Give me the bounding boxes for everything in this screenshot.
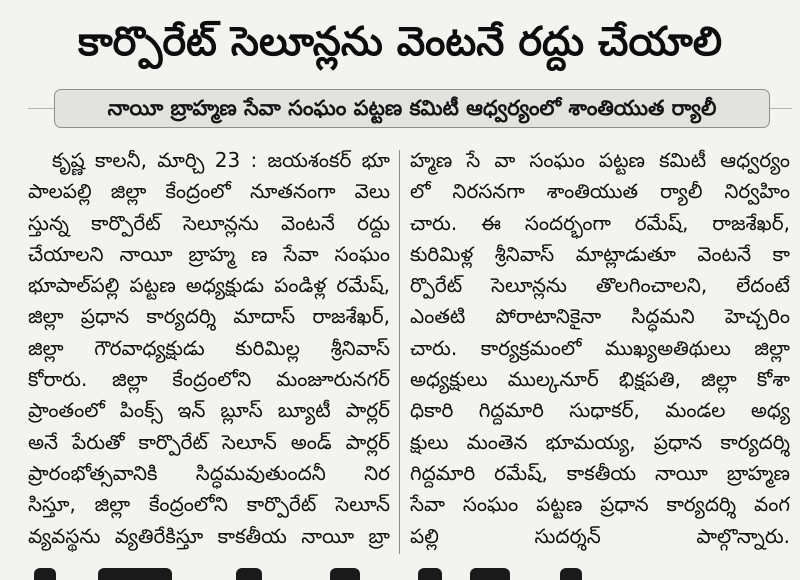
column-line: అనే పేరుతో కార్పొరేట్ సెలూన్ అండ్ పార్లర్	[28, 429, 390, 454]
column-line: ర్పొరేట్ సెలూన్లను తొలగించాలని, లేదంటే	[410, 273, 790, 298]
column-line: గిద్దమారి రమేష్, కాకతీయ నాయీ బ్రాహ్మణ	[410, 460, 790, 485]
next-article-headline-fragment	[0, 566, 800, 580]
column-line: కురిమిళ్ల శ్రీనివాస్ మాట్లాడుతూ వెంటనే కా	[410, 241, 790, 266]
column-line: జిల్లా ప్రధాన కార్యదర్శి మాదాస్ రాజశేఖర్,	[28, 304, 390, 329]
column-line: సిస్తూ, జిల్లా కేంద్రంలోని కార్పొరేట్ సెలూన్	[28, 492, 390, 517]
column-line: ఎంతటి పోరాటానికైనా సిద్ధమని హెచ్చరిం	[410, 304, 790, 329]
article-headline: కార్పొరేట్ సెలూన్లను వెంటనే రద్దు చేయాలి	[77, 19, 723, 65]
article-column-left	[28, 145, 390, 552]
column-line: జిల్లా గౌరవాధ్యక్షుడు కురిమిల్ల శ్రీనివాస్	[28, 335, 390, 360]
cropped-glyph	[560, 568, 582, 580]
column-line: హ్మణ సే వా సంఘం పట్టణ కమిటీ ఆధ్వర్యం	[410, 148, 790, 172]
column-line: పల్లి సుదర్శన్ పాల్గొన్నారు.	[410, 523, 790, 548]
column-line: చారు. ఈ సందర్భంగా రమేష్, రాజశేఖర్,	[410, 210, 790, 235]
column-line: స్తున్న కార్పొరేట్ సెలూన్లను వెంటనే రద్దు	[28, 210, 390, 235]
column-line: సేవా సంఘం పట్టణ ప్రధాన కార్యదర్శి వంగ	[410, 492, 790, 517]
cropped-glyph	[98, 568, 172, 580]
column-line: కోరారు. జిల్లా కేంద్రంలోని మంజూరునగర్	[28, 367, 390, 392]
cropped-glyph	[470, 568, 510, 580]
column-line: భూపాల్‌పల్లి పట్టణ అధ్యక్షుడు పండిళ్ల రమేష్,	[28, 273, 390, 298]
cropped-glyph	[418, 568, 442, 580]
article-subheadline: నాయీ బ్రాహ్మణ సేవా సంఘం పట్టణ కమిటీ ఆధ్వర్యంలో శాంతియుత ర్యాలీ	[54, 89, 770, 128]
cropped-glyph	[236, 568, 262, 580]
column-line: లో నిరసనగా శాంతియుత ర్యాలీ నిర్వహిం	[410, 179, 790, 204]
column-line: ప్రారంభోత్సవానికి సిద్ధమవుతుందనీ నిర	[28, 460, 390, 485]
column-line: ధికారి గిద్దమారి సుధాకర్, మండల అధ్య	[410, 398, 790, 423]
column-line: వ్యవస్థను వ్యతిరేకిస్తూ కాకతీయ నాయీ బ్రా	[28, 523, 390, 548]
column-line: చేయాలని నాయీ బ్రాహ్మ ణ సేవా సంఘం	[28, 241, 390, 266]
article-column-right	[410, 145, 790, 552]
column-line: కృష్ణ కాలనీ, మార్చి 23 : జయశంకర్ భూ	[52, 148, 390, 172]
column-line: ప్రాంతంలో పింక్స్ ఇన్ బ్లూస్ బ్యూటీ పార్లర్	[28, 398, 390, 423]
cropped-glyph	[34, 568, 56, 580]
column-line: చారు. కార్యక్రమంలో ముఖ్యఅతిథులు జిల్లా	[410, 335, 790, 360]
column-line: అధ్యక్షులు ముల్కనూర్ భిక్షపతి, జిల్లా కోశా	[410, 367, 790, 392]
cropped-glyph	[330, 568, 360, 580]
column-line: క్షులు మంతెన భూమయ్య, ప్రధాన కార్యదర్శి	[410, 429, 790, 454]
column-divider	[399, 150, 400, 554]
column-line: పాలపల్లి జిల్లా కేంద్రంలో నూతనంగా వెలు	[28, 179, 390, 204]
